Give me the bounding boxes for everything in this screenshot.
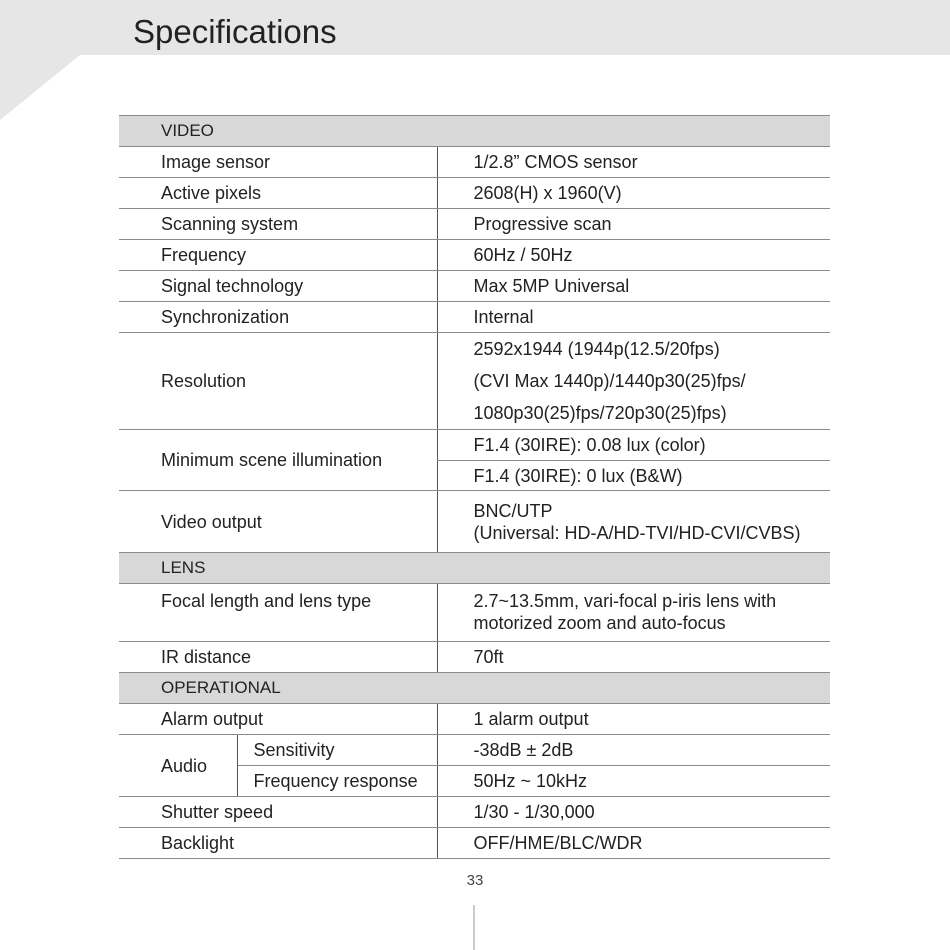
spec-label: Synchronization	[119, 302, 437, 333]
spec-value: Max 5MP Universal	[437, 271, 830, 302]
section-heading: OPERATIONAL	[119, 673, 830, 704]
spec-value: OFF/HME/BLC/WDR	[437, 828, 830, 859]
spec-label: IR distance	[119, 642, 437, 673]
page-title: Specifications	[133, 13, 337, 50]
table-row	[119, 797, 830, 828]
spec-value	[437, 333, 830, 430]
spec-label: Alarm output	[119, 704, 437, 735]
spec-label: Scanning system	[119, 209, 437, 240]
spec-sublabel: Frequency response	[237, 766, 437, 797]
value-line: (CVI Max 1440p)/1440p30(25)fps/	[473, 371, 746, 391]
spec-value: 50Hz ~ 10kHz	[437, 766, 830, 797]
table-row	[119, 584, 830, 642]
spec-label: Shutter speed	[119, 797, 437, 828]
value-line: (Universal: HD-A/HD-TVI/HD-CVI/CVBS)	[473, 522, 801, 543]
spec-label: Resolution	[119, 333, 437, 430]
value-line: 2592x1944 (1944p(12.5/20fps)	[473, 339, 720, 359]
spec-label: Signal technology	[119, 271, 437, 302]
page-number: 33	[466, 872, 484, 889]
table-row	[119, 704, 830, 735]
section-video	[119, 116, 830, 147]
spec-value: Internal	[437, 302, 830, 333]
table-row	[119, 240, 830, 271]
spec-label: Backlight	[119, 828, 437, 859]
spec-value: 1 alarm output	[437, 704, 830, 735]
table-row	[119, 302, 830, 333]
spec-value: F1.4 (30IRE): 0.08 lux (color)	[437, 430, 830, 461]
spec-value: 70ft	[437, 642, 830, 673]
table-row	[119, 333, 830, 430]
spec-value: 1/2.8” CMOS sensor	[437, 147, 830, 178]
table-row	[119, 828, 830, 859]
spec-value: Progressive scan	[437, 209, 830, 240]
spec-label: Video output	[119, 491, 437, 553]
table-row	[119, 430, 830, 461]
value-line: 1080p30(25)fps/720p30(25)fps)	[473, 403, 727, 423]
section-lens	[119, 553, 830, 584]
spec-value	[437, 491, 830, 553]
table-row	[119, 147, 830, 178]
spec-label: Audio	[119, 735, 237, 797]
spec-value: 60Hz / 50Hz	[437, 240, 830, 271]
spec-label: Image sensor	[119, 147, 437, 178]
table-row	[119, 642, 830, 673]
section-operational	[119, 673, 830, 704]
header-corner-decoration	[0, 55, 80, 120]
spec-label: Minimum scene illumination	[119, 430, 437, 491]
spec-value: 2608(H) x 1960(V)	[437, 178, 830, 209]
spec-value: 1/30 - 1/30,000	[437, 797, 830, 828]
spec-label: Frequency	[119, 240, 437, 271]
spec-value: -38dB ± 2dB	[437, 735, 830, 766]
spec-label: Active pixels	[119, 178, 437, 209]
table-row	[119, 209, 830, 240]
spec-sublabel: Sensitivity	[237, 735, 437, 766]
spec-value	[437, 584, 830, 642]
table-row	[119, 735, 830, 766]
spec-value: F1.4 (30IRE): 0 lux (B&W)	[437, 461, 830, 491]
value-line: motorized zoom and auto-focus	[473, 613, 726, 633]
table-row	[119, 491, 830, 553]
section-heading: LENS	[119, 553, 830, 584]
page-divider	[473, 905, 475, 950]
value-line: BNC/UTP	[473, 500, 553, 521]
spec-label: Focal length and lens type	[119, 584, 437, 642]
table-row	[119, 271, 830, 302]
value-line: 2.7~13.5mm, vari-focal p-iris lens with	[473, 591, 777, 611]
specifications-table	[119, 115, 830, 859]
table-row	[119, 178, 830, 209]
section-heading: VIDEO	[119, 116, 830, 147]
